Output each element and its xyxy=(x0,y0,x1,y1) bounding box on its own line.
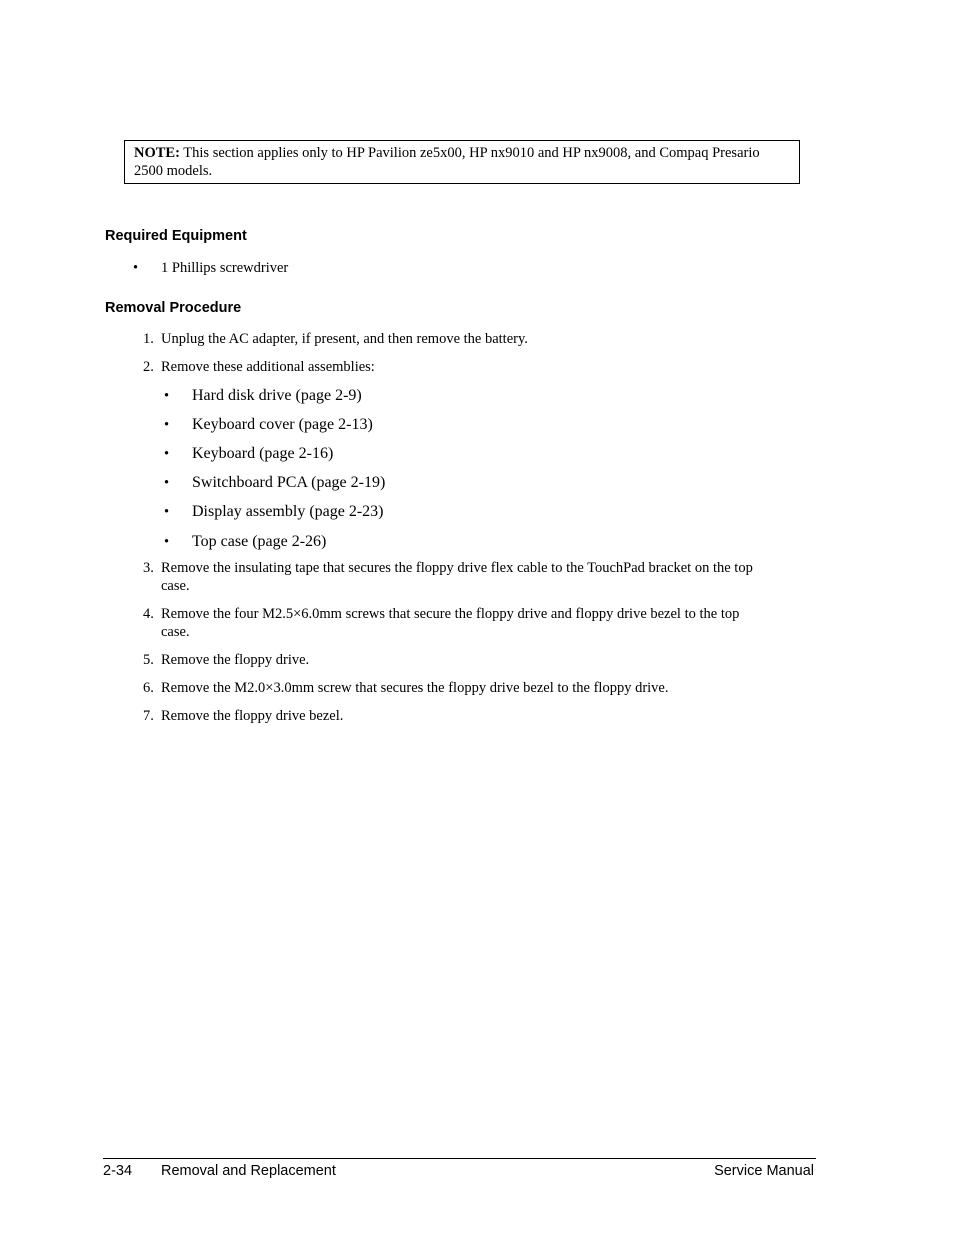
note-label: NOTE: xyxy=(134,145,180,161)
step-4 xyxy=(143,605,763,641)
note-text: This section applies only to HP Pavilion ze5x00, HP nx9010 and HP nx9008, and Compaq Presario 2500 models. xyxy=(134,145,760,179)
step-number: 6. xyxy=(143,680,154,696)
step-text: Remove the floppy drive bezel. xyxy=(161,708,344,724)
step-7 xyxy=(143,707,763,725)
step-number: 7. xyxy=(143,708,154,724)
step-2 xyxy=(143,358,763,552)
footer-manual-title: Service Manual xyxy=(714,1163,814,1179)
step-text: Remove the insulating tape that secures the floppy drive flex cable to the TouchPad bracket on the top case. xyxy=(161,560,753,594)
step-number: 3. xyxy=(143,560,154,576)
step-5 xyxy=(143,651,763,669)
assemblies-list xyxy=(164,386,763,552)
page-footer xyxy=(103,1158,816,1179)
step-text: Remove the M2.0×3.0mm screw that secures the floppy drive bezel to the floppy drive. xyxy=(161,680,669,696)
step-number: 4. xyxy=(143,606,154,622)
removal-procedure-heading: Removal Procedure xyxy=(105,300,242,316)
step-text: Remove the four M2.5×6.0mm screws that secure the floppy drive and floppy drive bezel to the top case. xyxy=(161,606,740,640)
list-item: • Top case (page 2-26) xyxy=(164,532,763,552)
list-item: • Hard disk drive (page 2-9) xyxy=(164,386,763,406)
step-text: Unplug the AC adapter, if present, and then remove the battery. xyxy=(161,331,528,347)
removal-steps xyxy=(143,330,763,725)
required-equipment-heading: Required Equipment xyxy=(105,228,247,244)
step-text: Remove the floppy drive. xyxy=(161,652,310,668)
step-1 xyxy=(143,330,763,348)
step-3 xyxy=(143,559,763,595)
step-6 xyxy=(143,679,763,697)
list-item: • Display assembly (page 2-23) xyxy=(164,502,763,522)
step-number: 1. xyxy=(143,331,154,347)
list-item: • Keyboard cover (page 2-13) xyxy=(164,415,763,435)
list-item: • Keyboard (page 2-16) xyxy=(164,444,763,464)
step-number: 2. xyxy=(143,359,154,375)
page-number: 2-34 xyxy=(103,1163,133,1179)
note-box xyxy=(124,140,800,184)
footer-section-title: Removal and Replacement xyxy=(161,1163,336,1179)
required-equipment-list xyxy=(133,259,288,277)
step-number: 5. xyxy=(143,652,154,668)
list-item: • 1 Phillips screwdriver xyxy=(133,259,288,277)
step-text: Remove these additional assemblies: xyxy=(161,359,375,375)
list-item: • Switchboard PCA (page 2-19) xyxy=(164,473,763,493)
